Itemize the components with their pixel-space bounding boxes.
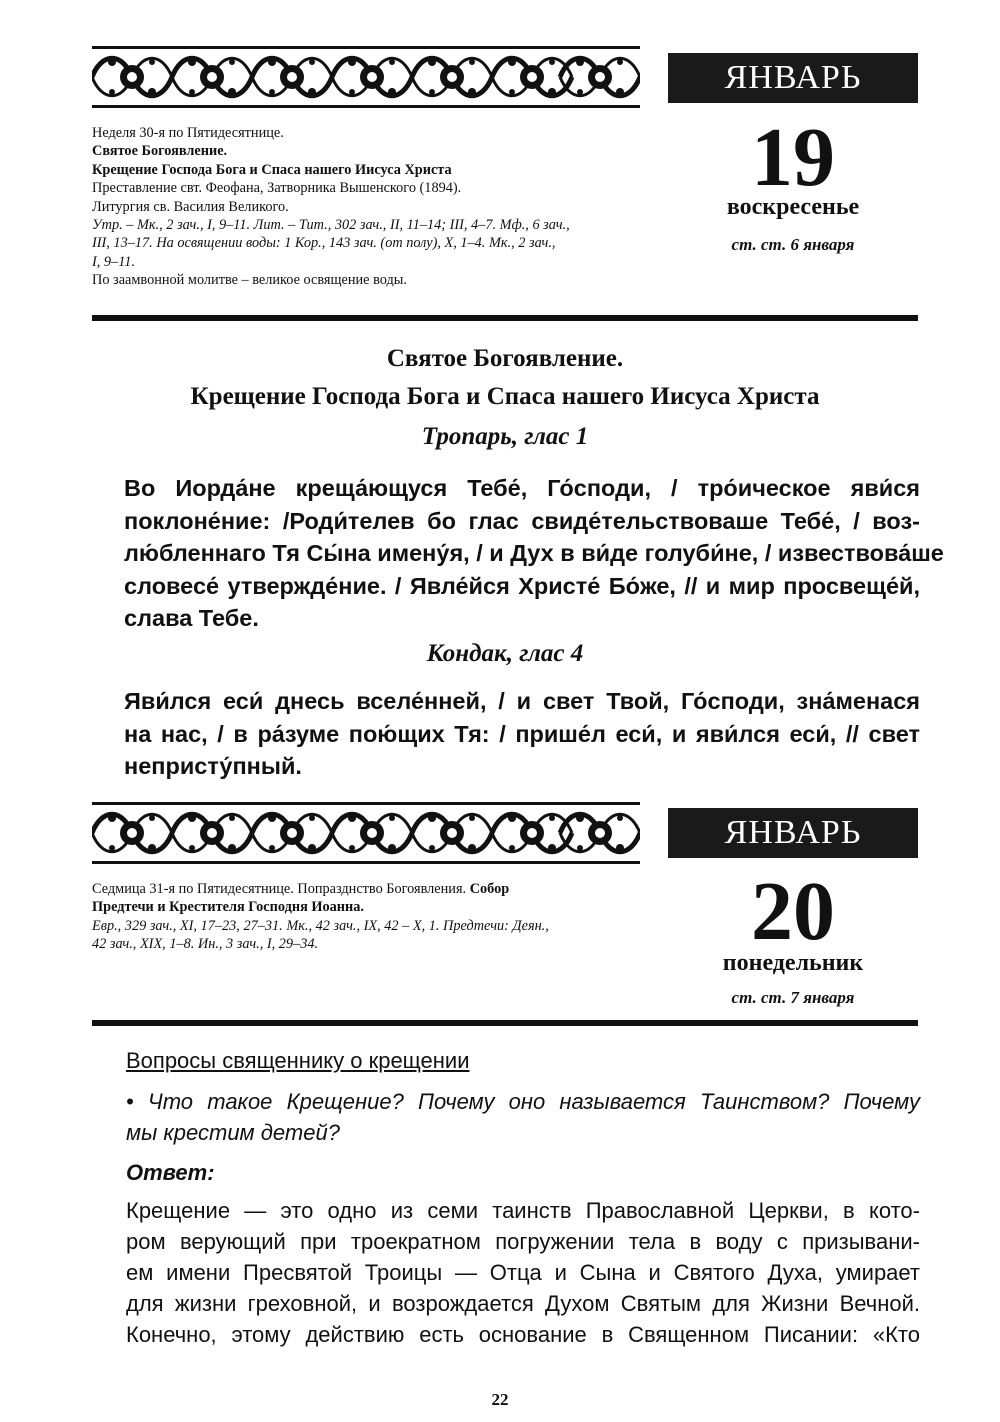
troparion-line: слава Тебе. xyxy=(124,605,259,631)
troparion-line: поклоне́ние: /Роди́телев бо глас свиде́тельствоваше Тебе́, / воз- xyxy=(124,507,920,534)
week-line: Неделя 30-я по Пятидесятнице. xyxy=(92,125,284,141)
month-label: ЯНВАРЬ xyxy=(668,808,918,858)
readings-line: Евр., 329 зач., XI, 17–23, 27–31. Мк., 42 зач., IX, 42 – X, 1. Предтечи: Деян., xyxy=(92,917,549,934)
kontakion-line: непристу́пный. xyxy=(124,753,302,779)
question-line: мы крестим детей? xyxy=(126,1120,340,1145)
liturgy-line: Литургия св. Василия Великого. xyxy=(92,198,289,215)
readings-line: 42 зач., XIX, 1–8. Ин., 3 зач., I, 29–34. xyxy=(92,936,319,953)
day-info xyxy=(92,880,652,954)
section-title: Вопросы священнику о крещении xyxy=(126,1048,470,1073)
readings-line: I, 9–11. xyxy=(92,253,136,270)
troparion-line: Во Иорда́не креща́ющуся Тебе́, Го́споди, / тро́ическое яви́ся xyxy=(124,475,920,501)
answer-line: для жизни греховной, и возрождается Духом Святым для Жизни Вечной. xyxy=(126,1291,920,1316)
troparion-heading: Тропарь, глас 1 xyxy=(421,423,589,450)
day-info xyxy=(92,124,652,290)
answer-line: ем имени Пресвятой Троицы — Отца и Сына и Святого Духа, умирает xyxy=(126,1260,920,1285)
day-number: 19 xyxy=(751,111,835,204)
week-line: Седмица 31-я по Пятидесятнице. Попразднство Богоявления. xyxy=(92,881,467,897)
kontakion-line: на нас, / в ра́зуме пою́щих Тя: / прише́л еси́, и яви́лся еси́, // свет xyxy=(124,720,920,747)
old-style-date: ст. ст. 7 января xyxy=(731,988,855,1007)
old-style-date: ст. ст. 6 января xyxy=(731,235,855,254)
note-line: По заамвонной молитве – великое освящение воды. xyxy=(92,272,407,289)
answer-text xyxy=(126,1195,920,1350)
troparion-line: лю́бленнаго Тя Сы́на имену́я, / и Дух в ви́де голуби́не, / извествова́ше xyxy=(124,540,944,566)
troparion-line: словесе́ утвержде́ние. / Явле́йся Христе́ Бо́же, // и мир просвеще́й, xyxy=(124,572,920,599)
answer-line: Крещение — это одно из семи таинств Православной Церкви, в кото- xyxy=(126,1198,920,1223)
answer-line: Конечно, этому действию есть основание в Священном Писании: «Кто xyxy=(126,1322,920,1347)
question-text xyxy=(126,1086,920,1148)
feast-subtitle: Крещение Господа Бога и Спаса нашего Иисуса Христа xyxy=(190,383,820,410)
question-line: • Что такое Крещение? Почему оно называется Таинством? Почему xyxy=(126,1089,920,1114)
kontakion-text xyxy=(124,685,920,783)
divider xyxy=(92,315,918,321)
feast-line: Собор xyxy=(469,881,510,897)
month-label: ЯНВАРЬ xyxy=(668,53,918,103)
kontakion-line: Яви́лся еси́ днесь вселе́нней, / и свет Твой, Го́споди, зна́менася xyxy=(124,688,920,714)
weekday: воскресенье xyxy=(726,194,860,220)
answer-line: ром верующий при троекратном погружении тела в воду с призывани- xyxy=(126,1229,920,1254)
ornament-band-middle xyxy=(92,800,640,866)
commemoration-line: Преставление свт. Феофана, Затворника Вышенского (1894). xyxy=(92,180,462,197)
weekday: понедельник xyxy=(722,950,864,976)
ornament-band-top xyxy=(92,44,640,110)
kontakion-heading: Кондак, глас 4 xyxy=(426,640,584,667)
answer-label: Ответ: xyxy=(126,1160,215,1185)
day-number: 20 xyxy=(751,865,835,958)
readings-line: Утр. – Мк., 2 зач., I, 9–11. Лит. – Тит., 302 зач., II, 11–14; III, 4–7. Мф., 6 зач., xyxy=(92,217,570,234)
troparion-text xyxy=(124,472,944,635)
feast-title: Святое Богоявление. xyxy=(386,345,624,372)
feast-line: Предтечи и Крестителя Господня Иоанна. xyxy=(92,899,365,916)
divider xyxy=(92,1020,918,1026)
feast-line: Святое Богоявление. xyxy=(92,143,228,160)
feast-line: Крещение Господа Бога и Спаса нашего Иисуса Христа xyxy=(92,161,452,178)
page-number: 22 xyxy=(491,1390,509,1409)
readings-line: III, 13–17. На освящении воды: 1 Кор., 143 зач. (от полу), X, 1–4. Мк., 2 зач., xyxy=(92,235,556,252)
